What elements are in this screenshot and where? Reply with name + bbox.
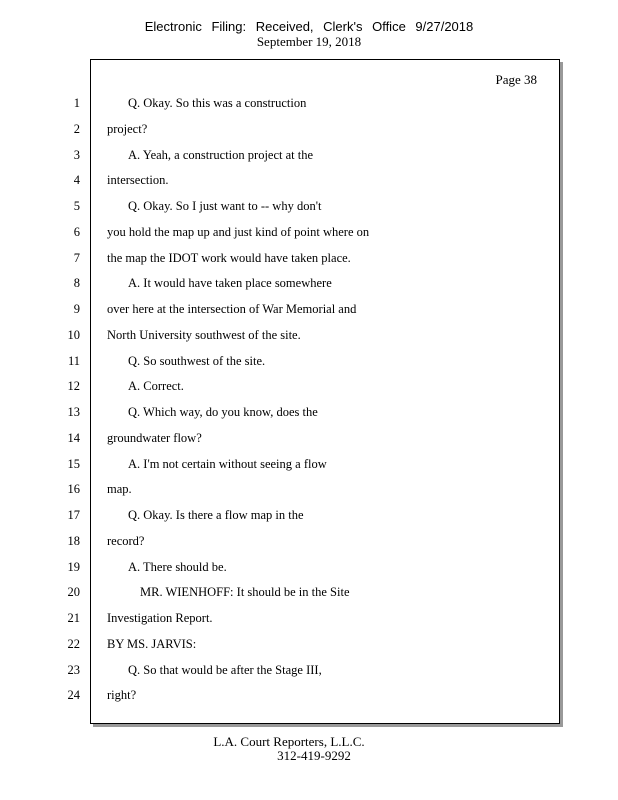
line-number: 17 [67,508,80,522]
line-number: 13 [67,405,80,419]
page-number: Page 38 [495,72,537,87]
line-number: 11 [67,353,80,368]
transcript-line: Q. Which way, do you know, does the [128,405,318,419]
transcript-line: Q. Okay. Is there a flow map in the [128,508,304,522]
line-number: 8 [73,276,80,291]
line-number: 9 [73,302,80,316]
transcript-line: the map the IDOT work would have taken place. [107,250,351,265]
transcript-line: A. I'm not certain without seeing a flow [128,456,327,471]
transcript-line: Q. Okay. So I just want to -- why don't [128,199,322,213]
transcript-line: Q. Okay. So this was a construction [128,96,307,110]
deposition-date: September 19, 2018 [256,34,362,49]
transcript-line: project? [107,121,148,136]
line-number: 19 [67,559,80,574]
court-reporter-name: L.A. Court Reporters, L.L.C. [213,734,365,749]
line-number: 14 [67,430,80,445]
line-number: 5 [73,199,80,213]
transcript-line: right? [107,688,137,703]
line-number: 2 [73,121,80,136]
transcript-line: record? [107,533,145,548]
line-number: 15 [67,456,80,471]
line-number: 12 [67,379,80,394]
line-number: 23 [67,662,80,677]
transcript-line: BY MS. JARVIS: [107,636,197,651]
line-number: 16 [67,482,80,497]
transcript-line: you hold the map up and just kind of point where on [107,224,370,239]
transcript-line: MR. WIENHOFF: It should be in the Site [140,585,350,600]
line-number: 6 [73,224,80,239]
line-number: 3 [73,147,80,162]
line-number: 24 [67,688,80,703]
line-number: 1 [73,96,80,110]
line-number: 18 [67,533,80,548]
court-reporter-phone: 312-419-9292 [277,748,351,763]
transcript-line: A. It would have taken place somewhere [128,276,332,291]
line-number: 10 [67,327,80,342]
transcript-line: North University southwest of the site. [107,327,301,342]
transcript-line: A. Correct. [128,379,184,394]
transcript-line: Investigation Report. [107,611,213,625]
transcript-line: intersection. [107,173,169,188]
transcript-line: groundwater flow? [107,430,202,445]
line-number: 4 [73,173,80,188]
line-number: 22 [67,636,80,651]
line-number: 21 [67,611,80,625]
transcript-line: A. There should be. [128,559,227,574]
line-number: 7 [73,250,80,265]
transcript-line: A. Yeah, a construction project at the [128,147,314,162]
line-number: 20 [67,585,80,600]
transcript-line: map. [107,482,132,497]
transcript-line: Q. So that would be after the Stage III, [128,662,322,677]
electronic-filing-stamp: Electronic Filing: Received, Clerk's Office 9/27/2018 [144,19,474,34]
transcript-line: Q. So southwest of the site. [128,353,266,368]
transcript-line: over here at the intersection of War Memorial and [107,302,357,316]
